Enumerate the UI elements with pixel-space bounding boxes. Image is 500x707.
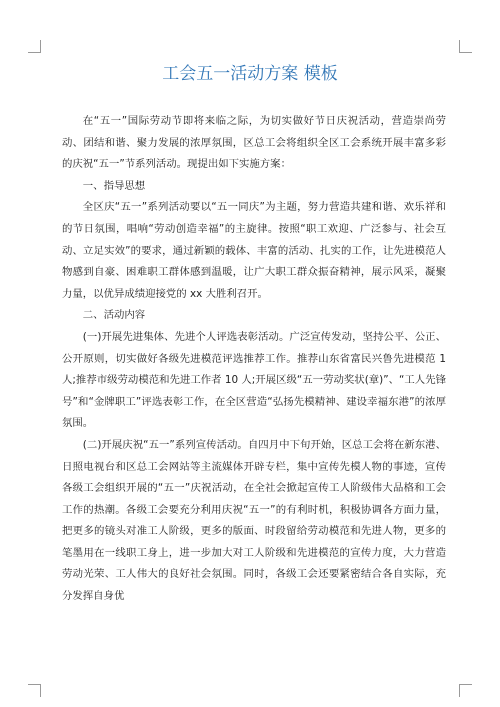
- guiding-ideology-paragraph: 全区庆“五一”系列活动要以“五一同庆”为主题，努力营造共建和谐、欢乐祥和的节日氛围，唱响“劳动创造幸福”的主旋律。按照“职工欢迎、广泛参与、社会互动、立足实效”的要求，通过新颖的载体、丰富的活动、扎实的工作，让先进模范人物感到自豪、困难职工群体感到温暖，让广大职工群众振奋精神，展示风采，凝聚力量，以优异成绩迎接党的 xx 大胜利召开。: [62, 201, 446, 300]
- margin-corner-mark: [28, 684, 41, 697]
- activity-item-2-paragraph: (二)开展庆祝“五一”系列宣传活动。自四月中下旬开始，区总工会将在新东港、日照电视台和区总工会网站等主流媒体开辟专栏，集中宣传先模人物的事迹，宣传各级工会组织开展的“五一”庆祝活动，在全社会掀起宣传工人阶级伟大品格和工会工作的热潮。各级工会要充分利用庆祝“五一”的有利时机，积极协调各方面力量，把更多的镜头对准工人阶级，更多的版面、时段留给劳动模范和先进人物，更多的笔墨用在一线职工身上，进一步加大对工人阶级和先进模范的宣传力度，大力营造劳动光荣、工人伟大的良好社会氛围。同时，各级工会还要紧密结合各自实际，充分发挥自身优: [62, 438, 446, 603]
- document-title: 工会五一活动方案 模板: [162, 64, 338, 84]
- margin-corner-mark: [28, 40, 41, 53]
- margin-corner-mark: [459, 40, 472, 53]
- activity-item-1-paragraph: (一)开展先进集体、先进个人评选表彰活动。广泛宣传发动，坚持公平、公正、公开原则，切实做好各级先进模范评选推荐工作。推荐山东省富民兴鲁先进模范 1 人;推荐市级劳动模范和先进工作者 10 人;开展区级“五一劳动奖状(章)”、“工人先锋号”和“金牌职工”评选表彰工作，在全区营造“弘扬先模精神、建设幸福东港”的浓厚氛围。: [62, 330, 446, 430]
- intro-paragraph: 在“五一”国际劳动节即将来临之际，为切实做好节日庆祝活动，营造崇尚劳动、团结和谐、聚力发展的浓厚氛围，区总工会将组织全区工会系统开展丰富多彩的庆祝“五一”节系列活动。现提出如下实施方案：: [62, 115, 446, 171]
- document-body: [62, 111, 446, 608]
- section-heading-activities: 二、活动内容: [82, 309, 146, 322]
- section-heading-guiding-ideology: 一、指导思想: [82, 179, 146, 192]
- margin-corner-mark: [459, 684, 472, 697]
